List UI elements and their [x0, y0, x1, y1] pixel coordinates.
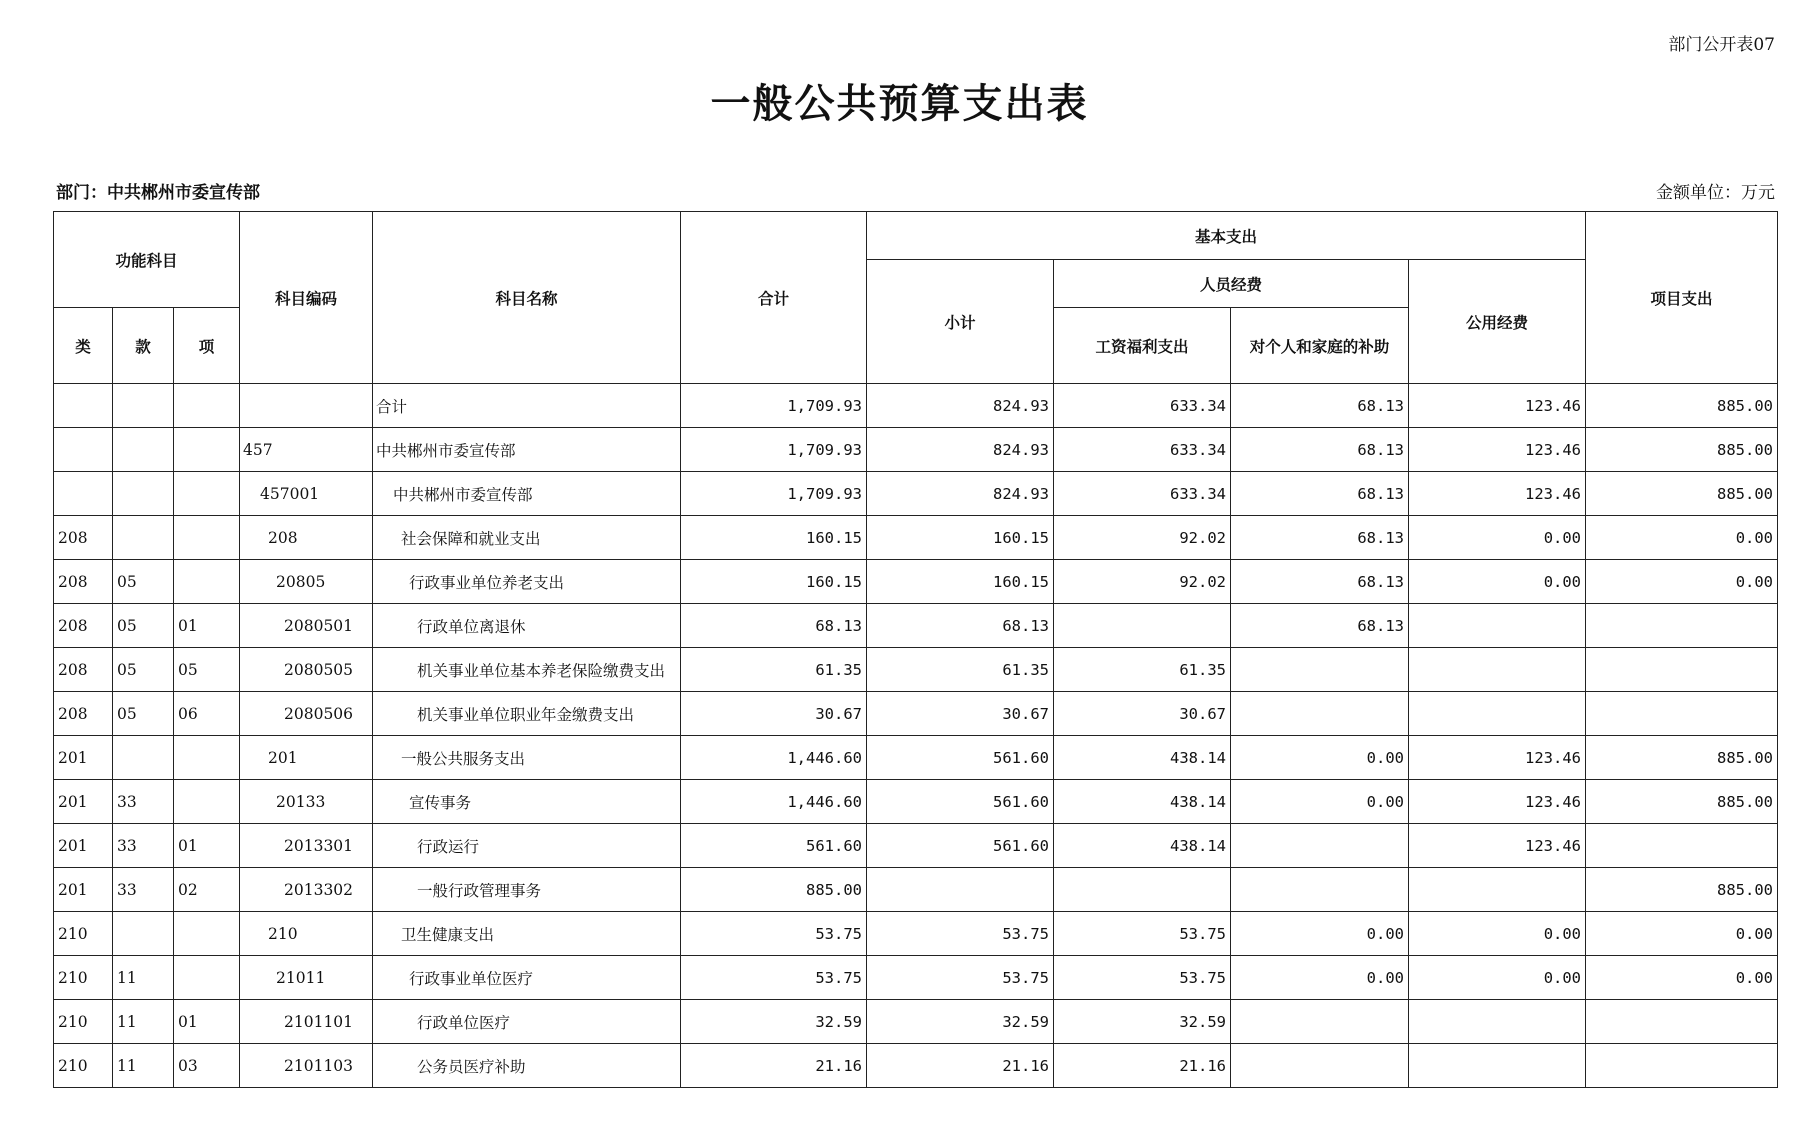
- cell-subtotal: 561.60: [867, 824, 1054, 868]
- cell-xiang: [174, 956, 240, 1000]
- cell-project-expenditure: [1586, 1044, 1778, 1088]
- cell-subject-code: 20133: [240, 780, 373, 824]
- cell-kuan: 05: [113, 692, 174, 736]
- cell-family-subsidy: 0.00: [1231, 780, 1409, 824]
- cell-xiang: [174, 384, 240, 428]
- cell-family-subsidy: [1231, 1044, 1409, 1088]
- cell-project-expenditure: [1586, 1000, 1778, 1044]
- cell-kuan: 11: [113, 1000, 174, 1044]
- cell-project-expenditure: [1586, 604, 1778, 648]
- table-row: [54, 956, 1778, 1000]
- cell-subject-name: 行政事业单位医疗: [373, 956, 681, 1000]
- cell-wages-welfare: 53.75: [1054, 912, 1231, 956]
- cell-family-subsidy: [1231, 1000, 1409, 1044]
- cell-total: 53.75: [681, 956, 867, 1000]
- cell-subject-name: 卫生健康支出: [373, 912, 681, 956]
- cell-lei: 208: [54, 516, 113, 560]
- table-row: [54, 384, 1778, 428]
- cell-subject-code: 2080506: [240, 692, 373, 736]
- cell-lei: 210: [54, 1044, 113, 1088]
- cell-total: 61.35: [681, 648, 867, 692]
- cell-subject-code: [240, 384, 373, 428]
- header-subject-code: 科目编码: [240, 212, 373, 384]
- table-row: [54, 780, 1778, 824]
- header-project-expenditure: 项目支出: [1586, 212, 1778, 384]
- cell-subtotal: 53.75: [867, 956, 1054, 1000]
- cell-subject-code: 2080505: [240, 648, 373, 692]
- cell-family-subsidy: 68.13: [1231, 472, 1409, 516]
- cell-kuan: 11: [113, 956, 174, 1000]
- cell-public-expenses: 123.46: [1409, 428, 1586, 472]
- cell-lei: [54, 384, 113, 428]
- cell-project-expenditure: 885.00: [1586, 472, 1778, 516]
- cell-subtotal: 561.60: [867, 736, 1054, 780]
- cell-total: 32.59: [681, 1000, 867, 1044]
- cell-wages-welfare: 633.34: [1054, 428, 1231, 472]
- cell-family-subsidy: [1231, 648, 1409, 692]
- cell-wages-welfare: 92.02: [1054, 560, 1231, 604]
- table-row: [54, 736, 1778, 780]
- cell-subject-code: 457001: [240, 472, 373, 516]
- cell-wages-welfare: 30.67: [1054, 692, 1231, 736]
- cell-public-expenses: 123.46: [1409, 780, 1586, 824]
- cell-total: 1,709.93: [681, 472, 867, 516]
- cell-lei: 210: [54, 956, 113, 1000]
- cell-subject-name: 机关事业单位基本养老保险缴费支出: [373, 648, 681, 692]
- cell-xiang: [174, 560, 240, 604]
- table-row: [54, 1044, 1778, 1088]
- cell-xiang: [174, 780, 240, 824]
- cell-public-expenses: [1409, 1044, 1586, 1088]
- cell-project-expenditure: 885.00: [1586, 780, 1778, 824]
- cell-subject-name: 社会保障和就业支出: [373, 516, 681, 560]
- cell-family-subsidy: [1231, 868, 1409, 912]
- cell-subtotal: 824.93: [867, 472, 1054, 516]
- cell-public-expenses: [1409, 1000, 1586, 1044]
- cell-subject-code: 201: [240, 736, 373, 780]
- cell-total: 1,446.60: [681, 780, 867, 824]
- cell-wages-welfare: 21.16: [1054, 1044, 1231, 1088]
- cell-public-expenses: 123.46: [1409, 824, 1586, 868]
- cell-kuan: 33: [113, 780, 174, 824]
- cell-project-expenditure: [1586, 824, 1778, 868]
- table-row: [54, 824, 1778, 868]
- header-subject-name: 科目名称: [373, 212, 681, 384]
- cell-kuan: [113, 736, 174, 780]
- cell-family-subsidy: [1231, 824, 1409, 868]
- cell-subject-name: 公务员医疗补助: [373, 1044, 681, 1088]
- cell-subject-code: 21011: [240, 956, 373, 1000]
- cell-subject-name: 行政事业单位养老支出: [373, 560, 681, 604]
- cell-subtotal: 68.13: [867, 604, 1054, 648]
- table-row: [54, 912, 1778, 956]
- cell-kuan: [113, 428, 174, 472]
- cell-subtotal: 30.67: [867, 692, 1054, 736]
- cell-family-subsidy: 68.13: [1231, 428, 1409, 472]
- cell-subtotal: 53.75: [867, 912, 1054, 956]
- cell-subtotal: 561.60: [867, 780, 1054, 824]
- cell-lei: 201: [54, 868, 113, 912]
- cell-subject-code: 20805: [240, 560, 373, 604]
- cell-xiang: 05: [174, 648, 240, 692]
- cell-subject-code: 2013301: [240, 824, 373, 868]
- cell-total: 561.60: [681, 824, 867, 868]
- header-xiang: 项: [174, 308, 240, 384]
- cell-subject-code: 208: [240, 516, 373, 560]
- budget-expenditure-table: [53, 211, 1778, 1088]
- cell-subject-name: 宣传事务: [373, 780, 681, 824]
- cell-xiang: 03: [174, 1044, 240, 1088]
- cell-family-subsidy: 68.13: [1231, 384, 1409, 428]
- cell-kuan: 33: [113, 824, 174, 868]
- cell-lei: 208: [54, 692, 113, 736]
- cell-subtotal: 21.16: [867, 1044, 1054, 1088]
- table-row: [54, 1000, 1778, 1044]
- cell-subtotal: 61.35: [867, 648, 1054, 692]
- cell-project-expenditure: 0.00: [1586, 516, 1778, 560]
- cell-public-expenses: [1409, 868, 1586, 912]
- cell-lei: 208: [54, 560, 113, 604]
- table-row: [54, 472, 1778, 516]
- cell-family-subsidy: 68.13: [1231, 560, 1409, 604]
- cell-family-subsidy: 68.13: [1231, 604, 1409, 648]
- cell-project-expenditure: 0.00: [1586, 912, 1778, 956]
- cell-subject-name: 一般公共服务支出: [373, 736, 681, 780]
- cell-subtotal: 160.15: [867, 560, 1054, 604]
- cell-public-expenses: 0.00: [1409, 956, 1586, 1000]
- header-family-subsidy: 对个人和家庭的补助: [1231, 308, 1409, 384]
- cell-lei: 208: [54, 648, 113, 692]
- cell-subject-code: 2101103: [240, 1044, 373, 1088]
- cell-subject-name: 一般行政管理事务: [373, 868, 681, 912]
- cell-xiang: [174, 736, 240, 780]
- cell-wages-welfare: 438.14: [1054, 780, 1231, 824]
- cell-subject-code: 210: [240, 912, 373, 956]
- cell-subtotal: 824.93: [867, 384, 1054, 428]
- cell-subject-name: 合计: [373, 384, 681, 428]
- cell-xiang: 06: [174, 692, 240, 736]
- cell-xiang: 02: [174, 868, 240, 912]
- cell-project-expenditure: 885.00: [1586, 736, 1778, 780]
- header-public-expenses: 公用经费: [1409, 260, 1586, 384]
- cell-kuan: 05: [113, 648, 174, 692]
- cell-total: 160.15: [681, 516, 867, 560]
- cell-kuan: [113, 472, 174, 516]
- cell-subject-name: 中共郴州市委宣传部: [373, 472, 681, 516]
- cell-wages-welfare: 32.59: [1054, 1000, 1231, 1044]
- cell-subtotal: 160.15: [867, 516, 1054, 560]
- cell-subject-code: 2080501: [240, 604, 373, 648]
- cell-kuan: 11: [113, 1044, 174, 1088]
- table-row: [54, 692, 1778, 736]
- cell-subject-name: 行政运行: [373, 824, 681, 868]
- cell-xiang: [174, 912, 240, 956]
- cell-public-expenses: [1409, 604, 1586, 648]
- table-row: [54, 868, 1778, 912]
- cell-total: 1,446.60: [681, 736, 867, 780]
- cell-xiang: 01: [174, 1000, 240, 1044]
- cell-family-subsidy: 0.00: [1231, 956, 1409, 1000]
- cell-kuan: [113, 516, 174, 560]
- cell-kuan: [113, 384, 174, 428]
- header-wages-welfare: 工资福利支出: [1054, 308, 1231, 384]
- cell-subject-name: 行政单位医疗: [373, 1000, 681, 1044]
- cell-public-expenses: 123.46: [1409, 384, 1586, 428]
- table-row: [54, 604, 1778, 648]
- cell-public-expenses: 0.00: [1409, 912, 1586, 956]
- cell-subject-name: 中共郴州市委宣传部: [373, 428, 681, 472]
- cell-xiang: 01: [174, 604, 240, 648]
- header-subtotal: 小计: [867, 260, 1054, 384]
- cell-total: 1,709.93: [681, 428, 867, 472]
- cell-subject-code: 457: [240, 428, 373, 472]
- cell-family-subsidy: [1231, 692, 1409, 736]
- cell-project-expenditure: [1586, 692, 1778, 736]
- header-function-subject: 功能科目: [54, 212, 240, 308]
- cell-total: 21.16: [681, 1044, 867, 1088]
- cell-subject-code: 2013302: [240, 868, 373, 912]
- cell-subtotal: 32.59: [867, 1000, 1054, 1044]
- cell-project-expenditure: 885.00: [1586, 868, 1778, 912]
- cell-subject-name: 行政单位离退休: [373, 604, 681, 648]
- cell-subtotal: 824.93: [867, 428, 1054, 472]
- table-row: [54, 428, 1778, 472]
- cell-xiang: [174, 472, 240, 516]
- cell-xiang: 01: [174, 824, 240, 868]
- cell-public-expenses: [1409, 648, 1586, 692]
- cell-total: 30.67: [681, 692, 867, 736]
- cell-kuan: 33: [113, 868, 174, 912]
- cell-lei: 201: [54, 824, 113, 868]
- cell-family-subsidy: 68.13: [1231, 516, 1409, 560]
- cell-wages-welfare: 61.35: [1054, 648, 1231, 692]
- cell-lei: [54, 472, 113, 516]
- header-lei: 类: [54, 308, 113, 384]
- cell-wages-welfare: 438.14: [1054, 736, 1231, 780]
- cell-subtotal: [867, 868, 1054, 912]
- cell-kuan: 05: [113, 560, 174, 604]
- cell-family-subsidy: 0.00: [1231, 736, 1409, 780]
- cell-public-expenses: 0.00: [1409, 560, 1586, 604]
- cell-total: 885.00: [681, 868, 867, 912]
- table-row: [54, 516, 1778, 560]
- cell-lei: 210: [54, 1000, 113, 1044]
- cell-public-expenses: 123.46: [1409, 472, 1586, 516]
- header-basic-expenditure: 基本支出: [867, 212, 1586, 260]
- cell-project-expenditure: 0.00: [1586, 560, 1778, 604]
- cell-subject-name: 机关事业单位职业年金缴费支出: [373, 692, 681, 736]
- department-label: 部门：中共郴州市委宣传部: [56, 183, 260, 203]
- cell-wages-welfare: 53.75: [1054, 956, 1231, 1000]
- cell-total: 160.15: [681, 560, 867, 604]
- cell-xiang: [174, 428, 240, 472]
- table-row: [54, 560, 1778, 604]
- cell-public-expenses: 123.46: [1409, 736, 1586, 780]
- cell-wages-welfare: 633.34: [1054, 472, 1231, 516]
- cell-lei: 208: [54, 604, 113, 648]
- cell-total: 1,709.93: [681, 384, 867, 428]
- table-number-label: 部门公开表07: [1668, 35, 1775, 55]
- cell-wages-welfare: 438.14: [1054, 824, 1231, 868]
- cell-wages-welfare: [1054, 868, 1231, 912]
- cell-total: 68.13: [681, 604, 867, 648]
- cell-public-expenses: 0.00: [1409, 516, 1586, 560]
- cell-total: 53.75: [681, 912, 867, 956]
- cell-xiang: [174, 516, 240, 560]
- cell-project-expenditure: 885.00: [1586, 428, 1778, 472]
- cell-wages-welfare: [1054, 604, 1231, 648]
- cell-project-expenditure: 0.00: [1586, 956, 1778, 1000]
- page-title: 一般公共预算支出表: [710, 81, 1089, 127]
- cell-project-expenditure: 885.00: [1586, 384, 1778, 428]
- amount-unit-label: 金额单位：万元: [1656, 183, 1775, 203]
- cell-wages-welfare: 92.02: [1054, 516, 1231, 560]
- header-personnel-expenses: 人员经费: [1054, 260, 1409, 308]
- cell-subject-code: 2101101: [240, 1000, 373, 1044]
- cell-lei: 201: [54, 780, 113, 824]
- cell-kuan: [113, 912, 174, 956]
- header-total: 合计: [681, 212, 867, 384]
- cell-project-expenditure: [1586, 648, 1778, 692]
- header-kuan: 款: [113, 308, 174, 384]
- cell-lei: 201: [54, 736, 113, 780]
- cell-lei: 210: [54, 912, 113, 956]
- cell-wages-welfare: 633.34: [1054, 384, 1231, 428]
- cell-public-expenses: [1409, 692, 1586, 736]
- table-row: [54, 648, 1778, 692]
- cell-kuan: 05: [113, 604, 174, 648]
- cell-lei: [54, 428, 113, 472]
- cell-family-subsidy: 0.00: [1231, 912, 1409, 956]
